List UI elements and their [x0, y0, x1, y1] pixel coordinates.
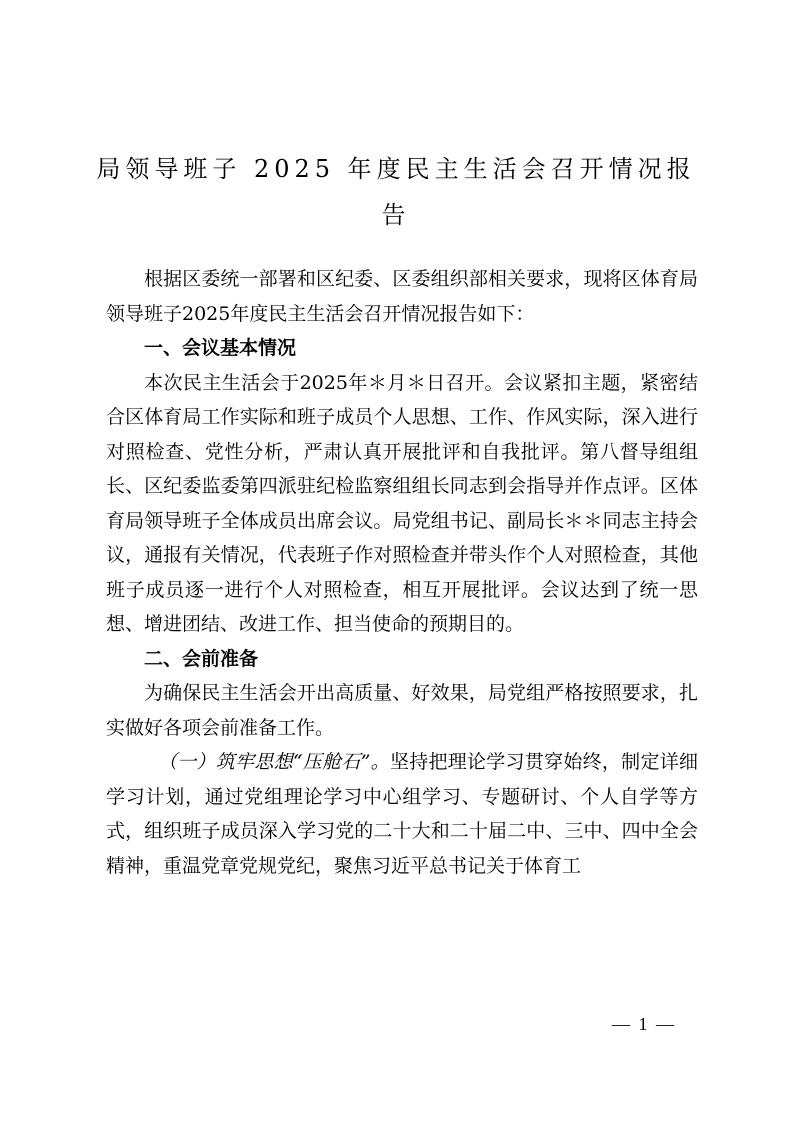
page-number: — 1 — [612, 1014, 676, 1034]
document-body [106, 262, 698, 883]
subsection-1-paragraph [106, 745, 698, 883]
section-1-paragraph: 本次民主生活会于2025年＊月＊日召开。会议紧扣主题，紧密结合区体育局工作实际和班子成员个人思想、工作、作风实际，深入进行对照检查、党性分析，严肃认真开展批评和自我批评。第八督导组组长、区纪委监委第四派驻纪检监察组组长同志到会指导并作点评。区体育局领导班子全体成员出席会议。局党组书记、副局长＊＊同志主持会议，通报有关情况，代表班子作对照检查并带头作个人对照检查，其他班子成员逐一进行个人对照检查，相互开展批评。会议达到了统一思想、增进团结、改进工作、担当使命的预期目的。 [106, 371, 698, 635]
section-1-heading: 一、会议基本情况 [144, 337, 297, 359]
intro-paragraph: 根据区委统一部署和区纪委、区委组织部相关要求，现将区体育局领导班子2025年度民主生活会召开情况报告如下： [106, 268, 698, 325]
section-2-heading: 二、会前准备 [144, 647, 259, 670]
document-title: 局领导班子 2025 年度民主生活会召开情况报告 [96, 155, 696, 229]
section-2-paragraph: 为确保民主生活会开出高质量、好效果，局党组严格按照要求，扎实做好各项会前准备工作。 [106, 682, 698, 739]
subsection-1-lead: （一）筑牢思想“压舱石”。 [158, 751, 390, 773]
subsection-1-text: 坚持把理论学习贯穿始终，制定详细学习计划，通过党组理论学习中心组学习、专题研讨、个人自学等方式，组织班子成员深入学习党的二十大和二十届二中、三中、四中全会精神，重温党章党规党纪，聚焦习近平总书记关于体育工 [106, 751, 698, 877]
